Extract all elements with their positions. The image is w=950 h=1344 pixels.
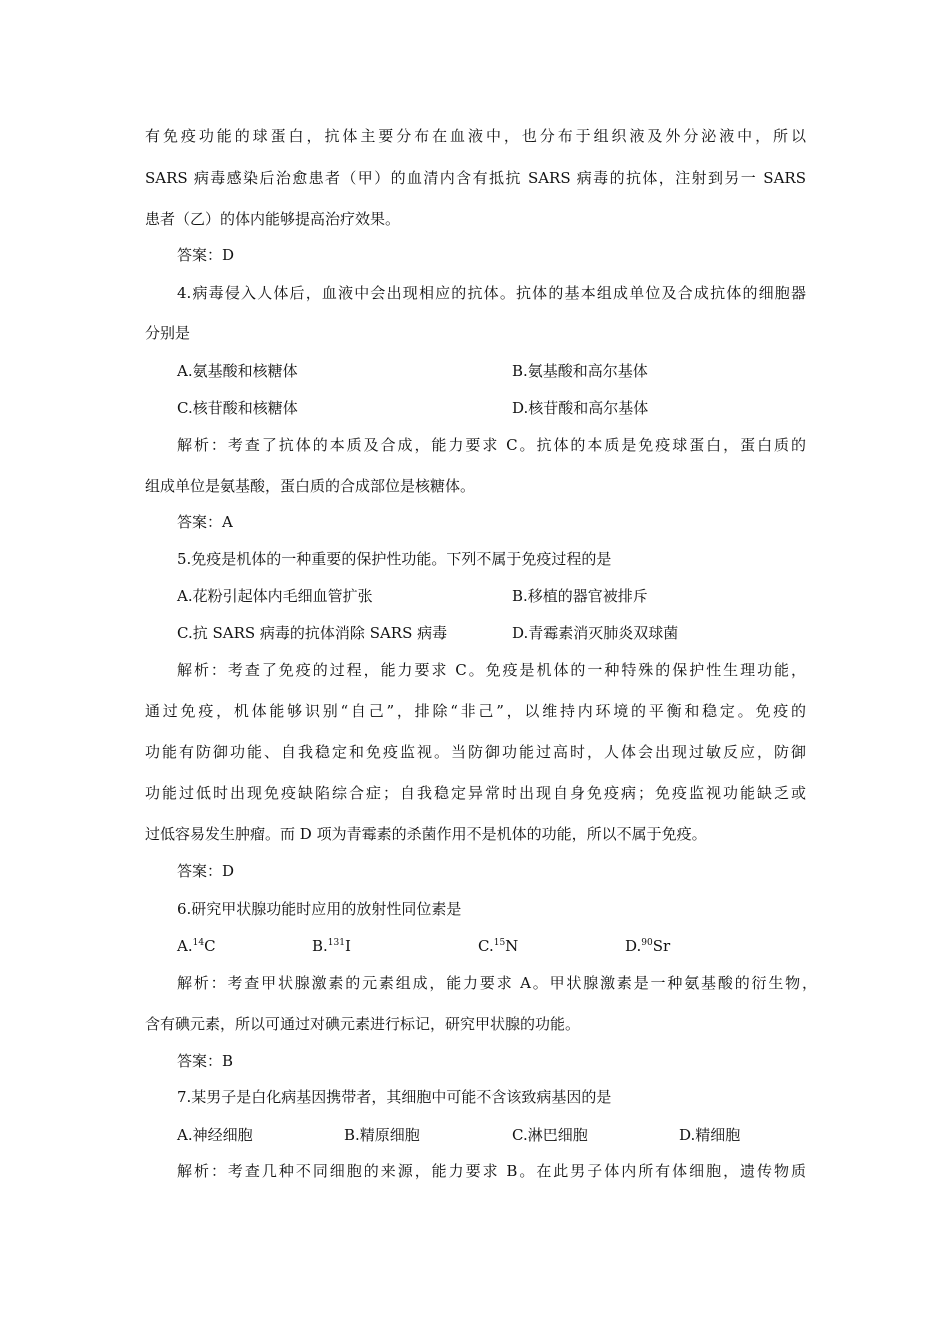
intro-line-2: SARS 病毒感染后治愈患者（甲）的血清内含有抵抗 SARS 病毒的抗体，注射到另一 SARS (145, 169, 806, 187)
q6-analysis-line-2: 含有碘元素，所以可通过对碘元素进行标记，研究甲状腺的功能。 (145, 1015, 581, 1033)
q5-option-a: A.花粉引起体内毛细血管扩张 (177, 587, 373, 605)
q4-option-a: A.氨基酸和核糖体 (177, 362, 298, 380)
q5-option-d: D.青霉素消灭肺炎双球菌 (512, 624, 679, 642)
q4-analysis-line-2: 组成单位是氨基酸，蛋白质的合成部位是核糖体。 (145, 477, 476, 495)
q5-analysis-line-1: 解析：考查了免疫的过程，能力要求 C。免疫是机体的一种特殊的保护性生理功能， (177, 661, 806, 679)
q6-option-a: A.$^{14}$C (177, 937, 216, 955)
q4-stem-line-1: 4.病毒侵入人体后，血液中会出现相应的抗体。抗体的基本组成单位及合成抗体的细胞器 (177, 284, 806, 302)
intro-line-3: 患者（乙）的体内能够提高治疗效果。 (145, 210, 401, 228)
q7-option-a: A.神经细胞 (177, 1126, 253, 1144)
q6-option-c: C.$^{15}$N (478, 937, 519, 955)
q5-option-c: C.抗 SARS 病毒的抗体消除 SARS 病毒 (177, 624, 448, 642)
q5-analysis-line-3: 功能有防御功能、自我稳定和免疫监视。当防御功能过高时，人体会出现过敏反应，防御 (145, 743, 806, 761)
q6-answer: 答案：B (177, 1052, 234, 1070)
q7-analysis-line-1: 解析：考查几种不同细胞的来源，能力要求 B。在此男子体内所有体细胞，遗传物质 (177, 1162, 806, 1180)
q5-option-b: B.移植的器官被排斥 (512, 587, 648, 605)
q5-analysis-line-5: 过低容易发生肿瘤。而 D 项为青霉素的杀菌作用不是机体的功能，所以不属于免疫。 (145, 825, 707, 843)
q6-option-b: B.$^{131}$I (312, 937, 351, 955)
q4-stem-line-2: 分别是 (145, 324, 191, 342)
q7-option-d: D.精细胞 (679, 1126, 741, 1144)
q5-answer: 答案：D (177, 862, 235, 880)
q6-analysis-line-1: 解析：考查甲状腺激素的元素组成，能力要求 A。甲状腺激素是一种氨基酸的衍生物， (177, 974, 817, 992)
q7-stem: 7.某男子是白化病基因携带者，其细胞中可能不含该致病基因的是 (177, 1088, 612, 1106)
q5-analysis-line-4: 功能过低时出现免疫缺陷综合症；自我稳定异常时出现自身免疫病；免疫监视功能缺乏或 (145, 784, 806, 802)
q6-option-b-mass: 131 (327, 938, 345, 948)
q7-option-c: C.淋巴细胞 (512, 1126, 588, 1144)
q7-option-b: B.精原细胞 (344, 1126, 420, 1144)
q4-option-b: B.氨基酸和高尔基体 (512, 362, 648, 380)
intro-line-1: 有免疫功能的球蛋白，抗体主要分布在血液中，也分布于组织液及外分泌液中，所以 (145, 127, 806, 145)
q5-analysis-line-2: 通过免疫，机体能够识别“自己”，排除“非己”，以维持内环境的平衡和稳定。免疫的 (145, 702, 806, 720)
q4-option-d: D.核苷酸和高尔基体 (512, 399, 649, 417)
q5-stem: 5.免疫是机体的一种重要的保护性功能。下列不属于免疫过程的是 (177, 550, 612, 568)
q6-option-c-mass: 15 (493, 938, 506, 948)
q6-option-d-mass: 90 (641, 938, 653, 948)
q6-option-d: D.$^{90}$Sr (625, 937, 671, 955)
q4-analysis-line-1: 解析：考查了抗体的本质及合成，能力要求 C。抗体的本质是免疫球蛋白，蛋白质的 (177, 436, 806, 454)
q6-stem: 6.研究甲状腺功能时应用的放射性同位素是 (177, 900, 462, 918)
intro-answer: 答案：D (177, 246, 235, 264)
q6-option-a-mass: 14 (192, 938, 205, 948)
q4-answer: 答案：A (177, 513, 233, 531)
q4-option-c: C.核苷酸和核糖体 (177, 399, 298, 417)
